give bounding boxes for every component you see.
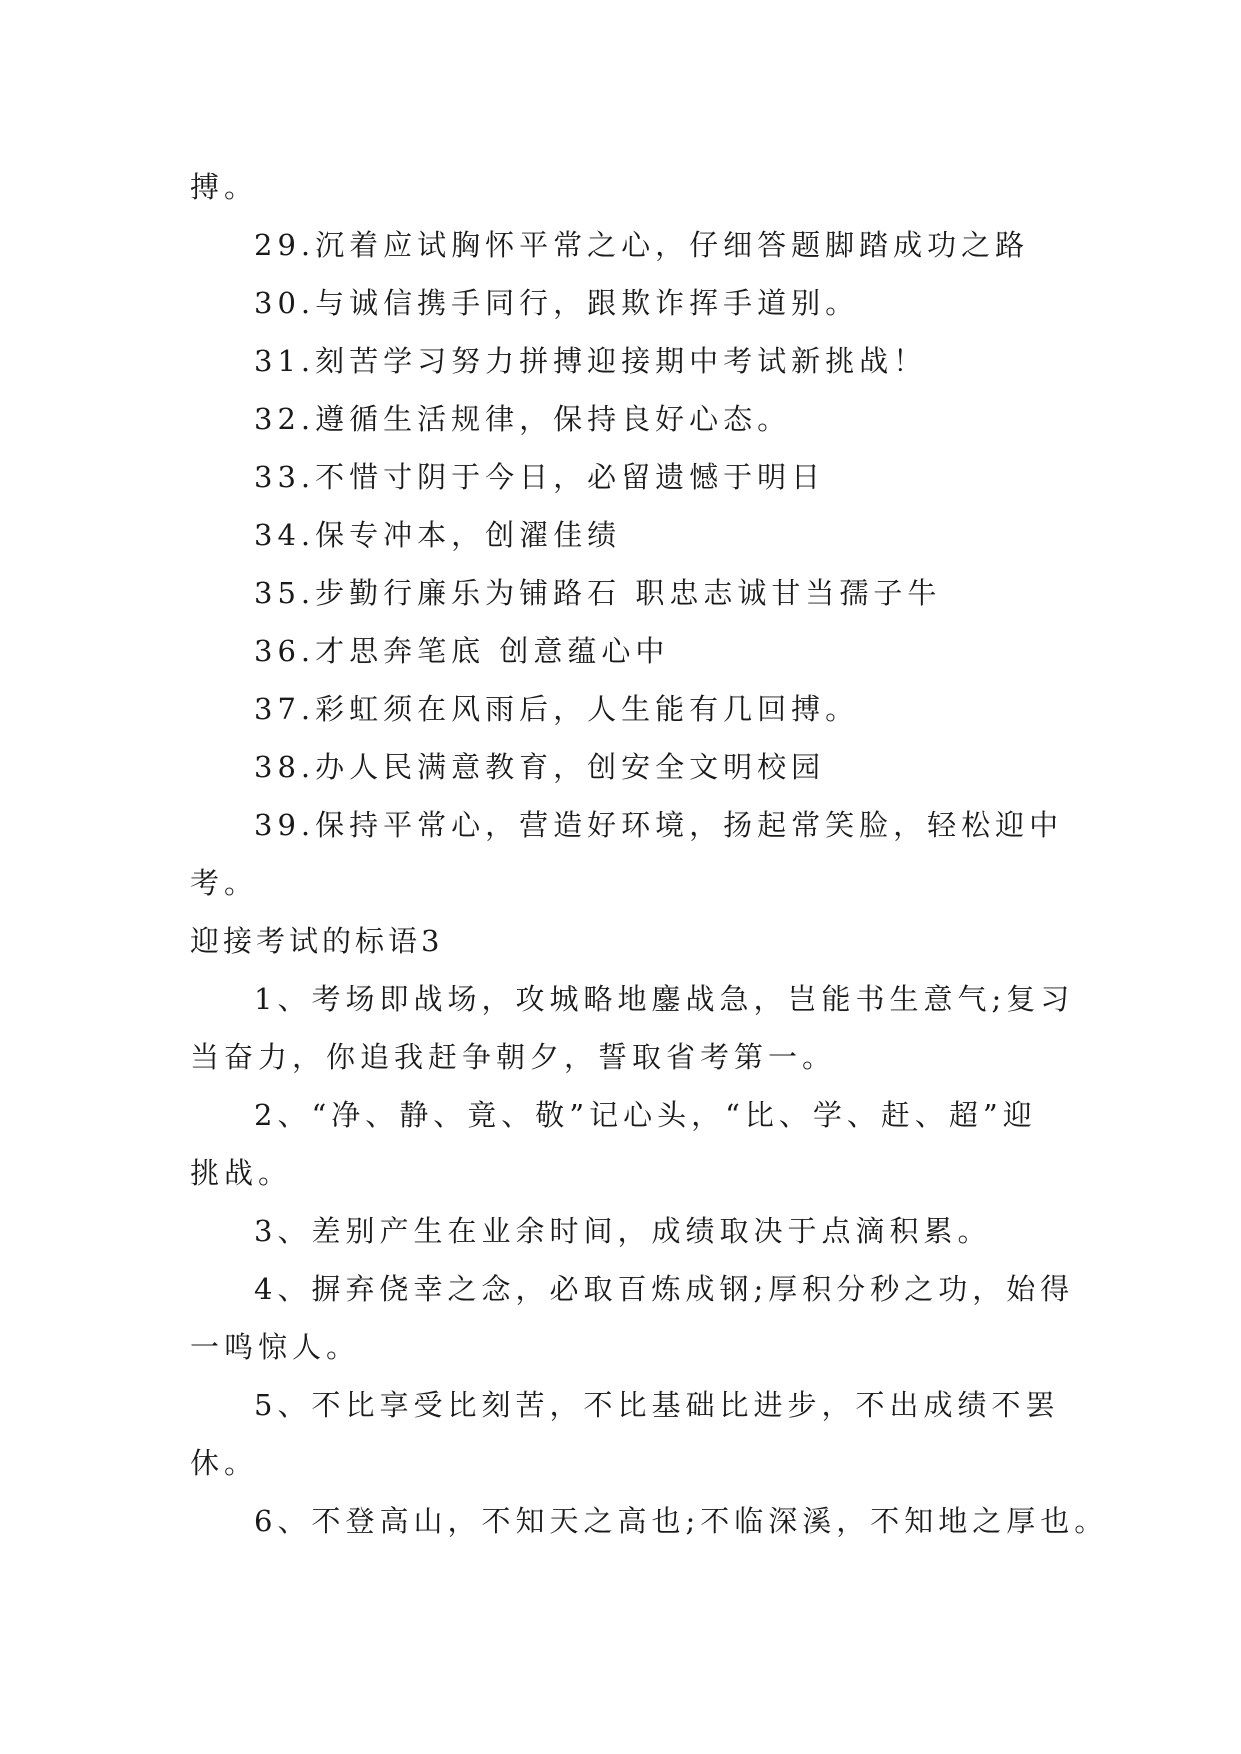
slogan-item-4: 4、摒弃侥幸之念，必取百炼成钢;厚积分秒之功，始得 [254, 1272, 1075, 1306]
text-line: 当奋力，你追我赶争朝夕，誓取省考第一。 [190, 1040, 837, 1074]
slogan-item-3: 3、差别产生在业余时间，成绩取决于点滴积累。 [254, 1214, 992, 1248]
slogan-item-37: 37.彩虹须在风雨后，人生能有几回搏。 [254, 692, 860, 726]
slogan-item-38: 38.办人民满意教育，创安全文明校园 [254, 750, 826, 784]
section-heading: 迎接考试的标语3 [190, 924, 444, 958]
slogan-item-34: 34.保专冲本，创濯佳绩 [254, 518, 622, 552]
text-line: 搏。 [190, 170, 259, 204]
slogan-item-2: 2、“净、静、竟、敬”记心头，“比、学、赶、超”迎 [254, 1098, 1037, 1132]
text-line: 一鸣惊人。 [190, 1330, 361, 1364]
text-line: 考。 [190, 866, 259, 900]
slogan-item-31: 31.刻苦学习努力拼搏迎接期中考试新挑战！ [254, 344, 928, 378]
slogan-item-32: 32.遵循生活规律，保持良好心态。 [254, 402, 792, 436]
text-line: 休。 [190, 1446, 259, 1480]
slogan-item-39: 39.保持平常心，营造好环境，扬起常笑脸，轻松迎中 [254, 808, 1064, 842]
slogan-item-30: 30.与诚信携手同行，跟欺诈挥手道别。 [254, 286, 860, 320]
text-line: 挑战。 [190, 1156, 293, 1190]
slogan-item-1: 1、考场即战场，攻城略地鏖战急，岂能书生意气;复习 [254, 982, 1075, 1016]
slogan-item-35: 35.步勤行廉乐为铺路石 职忠志诚甘当孺子牛 [254, 576, 942, 610]
document-body [190, 158, 1109, 1550]
slogan-item-29: 29.沉着应试胸怀平常之心，仔细答题脚踏成功之路 [254, 228, 1030, 262]
slogan-item-36: 36.才思奔笔底 创意蕴心中 [254, 634, 670, 668]
slogan-item-33: 33.不惜寸阴于今日，必留遗憾于明日 [254, 460, 826, 494]
slogan-item-5: 5、不比享受比刻苦，不比基础比进步，不出成绩不罢 [254, 1388, 1060, 1422]
slogan-item-6: 6、不登高山，不知天之高也;不临深溪，不知地之厚也。 [254, 1504, 1109, 1538]
